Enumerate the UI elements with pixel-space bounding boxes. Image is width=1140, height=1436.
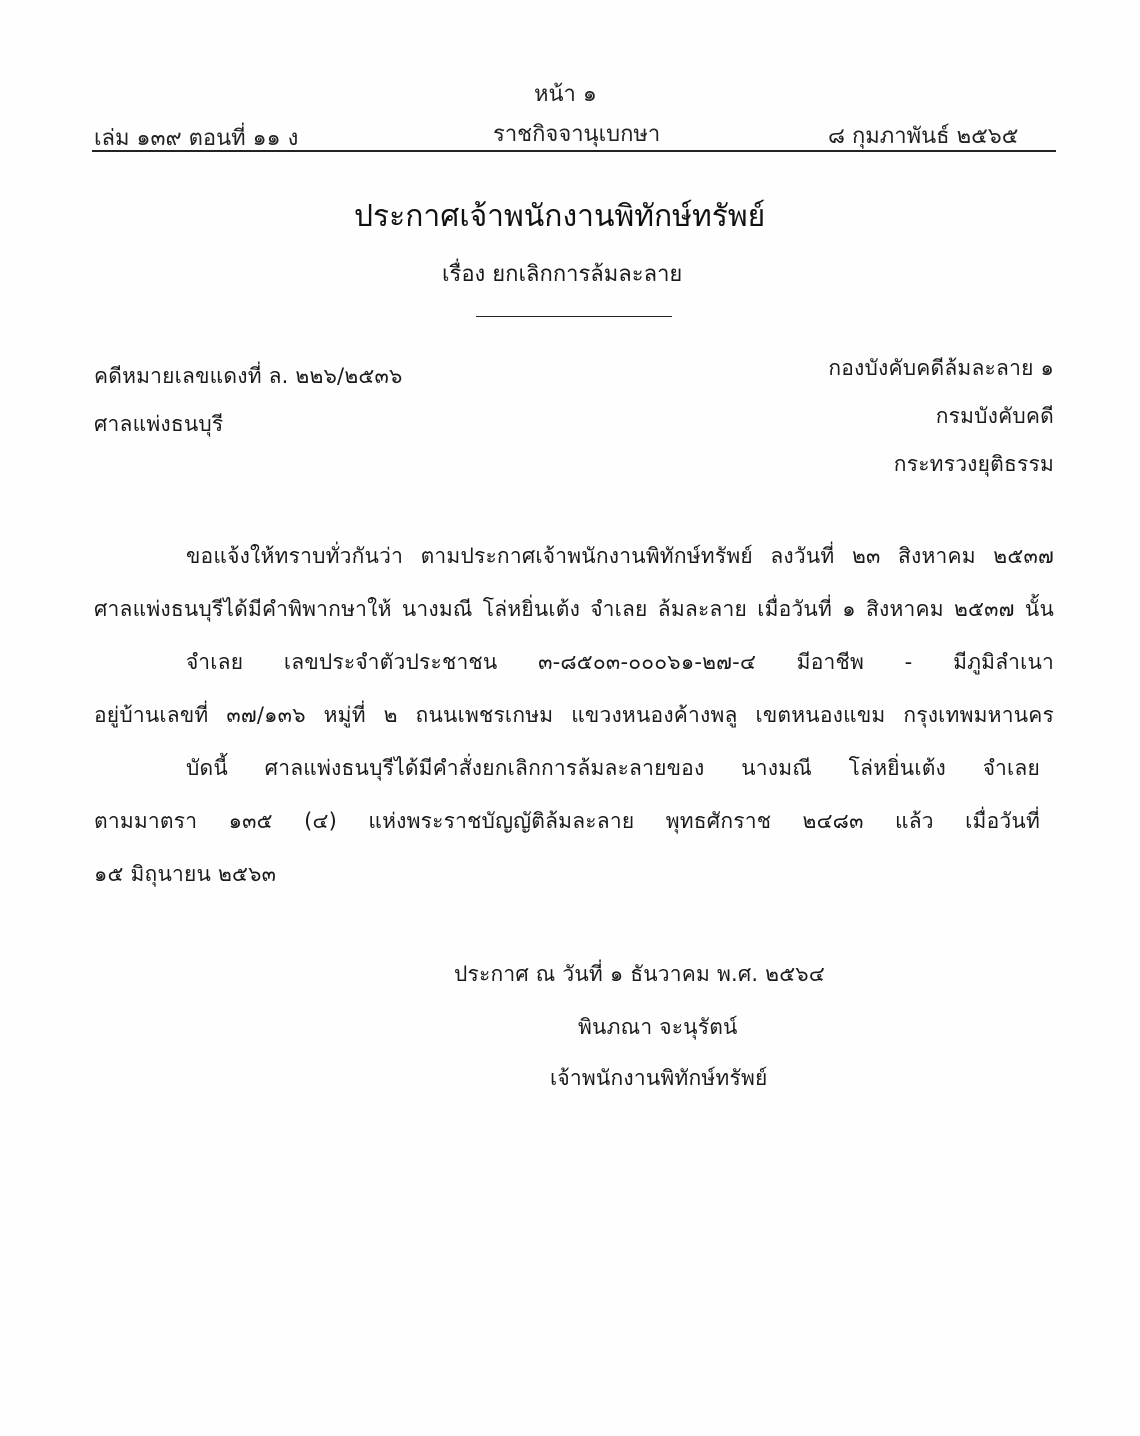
body-paragraph3-line2: ตามมาตรา ๑๓๕ (๔) แห่งพระราชบัญญัติล้มละลาย พุทธศักราช ๒๔๘๓ แล้ว เมื่อวันที่: [94, 809, 1040, 833]
office-ministry: กระทรวงยุติธรรม: [893, 452, 1054, 476]
body-paragraph3-line1: บัดนี้ ศาลแพ่งธนบุรีได้มีคำสั่งยกเลิกการล้มละลายของ นางมณี โล่หยิ่นเต้ง จำเลย: [186, 756, 1040, 780]
header-divider: [92, 150, 1056, 152]
body-paragraph2-line2: อยู่บ้านเลขที่ ๓๗/๑๓๖ หมู่ที่ ๒ ถนนเพชรเกษม แขวงหนองค้างพลู เขตหนองแขม กรุงเทพมหานคร: [94, 703, 1054, 727]
office-department: กรมบังคับคดี: [935, 404, 1054, 428]
gazette-date: ๘ กุมภาพันธ์ ๒๕๖๕: [828, 124, 1019, 149]
signer-title: เจ้าพนักงานพิทักษ์ทรัพย์: [550, 1066, 768, 1090]
body-paragraph1-line2: ศาลแพ่งธนบุรีได้มีคำพิพากษาให้ นางมณี โล่หยิ่นเต้ง จำเลย ล้มละลาย เมื่อวันที่ ๑ สิงหาคม ๒๕๓๗ นั้น: [94, 597, 1054, 621]
body-paragraph2-line1: จำเลย เลขประจำตัวประชาชน ๓-๘๕๐๓-๐๐๐๖๑-๒๗-๔ มีอาชีพ - มีภูมิลำเนา: [186, 650, 1054, 674]
court-name: ศาลแพ่งธนบุรี: [94, 412, 224, 436]
announcement-subject: เรื่อง ยกเลิกการล้มละลาย: [442, 262, 683, 287]
red-case-number: คดีหมายเลขแดงที่ ล. ๒๒๖/๒๕๓๖: [94, 364, 403, 388]
signer-name: พินภณา จะนุรัตน์: [578, 1015, 738, 1039]
office-division: กองบังคับคดีล้มละลาย ๑: [828, 356, 1054, 380]
gazette-volume: เล่ม ๑๓๙ ตอนที่ ๑๑ ง: [94, 126, 299, 151]
body-paragraph3-line3: ๑๕ มิถุนายน ๒๕๖๓: [94, 862, 277, 886]
page-number: หน้า ๑: [534, 82, 597, 107]
title-divider: [476, 316, 672, 317]
body-paragraph1-line1: ขอแจ้งให้ทราบทั่วกันว่า ตามประกาศเจ้าพนักงานพิทักษ์ทรัพย์ ลงวันที่ ๒๓ สิงหาคม ๒๕๓๗: [186, 544, 1054, 568]
announcement-date: ประกาศ ณ วันที่ ๑ ธันวาคม พ.ศ. ๒๕๖๔: [454, 962, 825, 986]
announcement-title: ประกาศเจ้าพนักงานพิทักษ์ทรัพย์: [354, 199, 766, 234]
gazette-publication: ราชกิจจานุเบกษา: [493, 122, 661, 147]
